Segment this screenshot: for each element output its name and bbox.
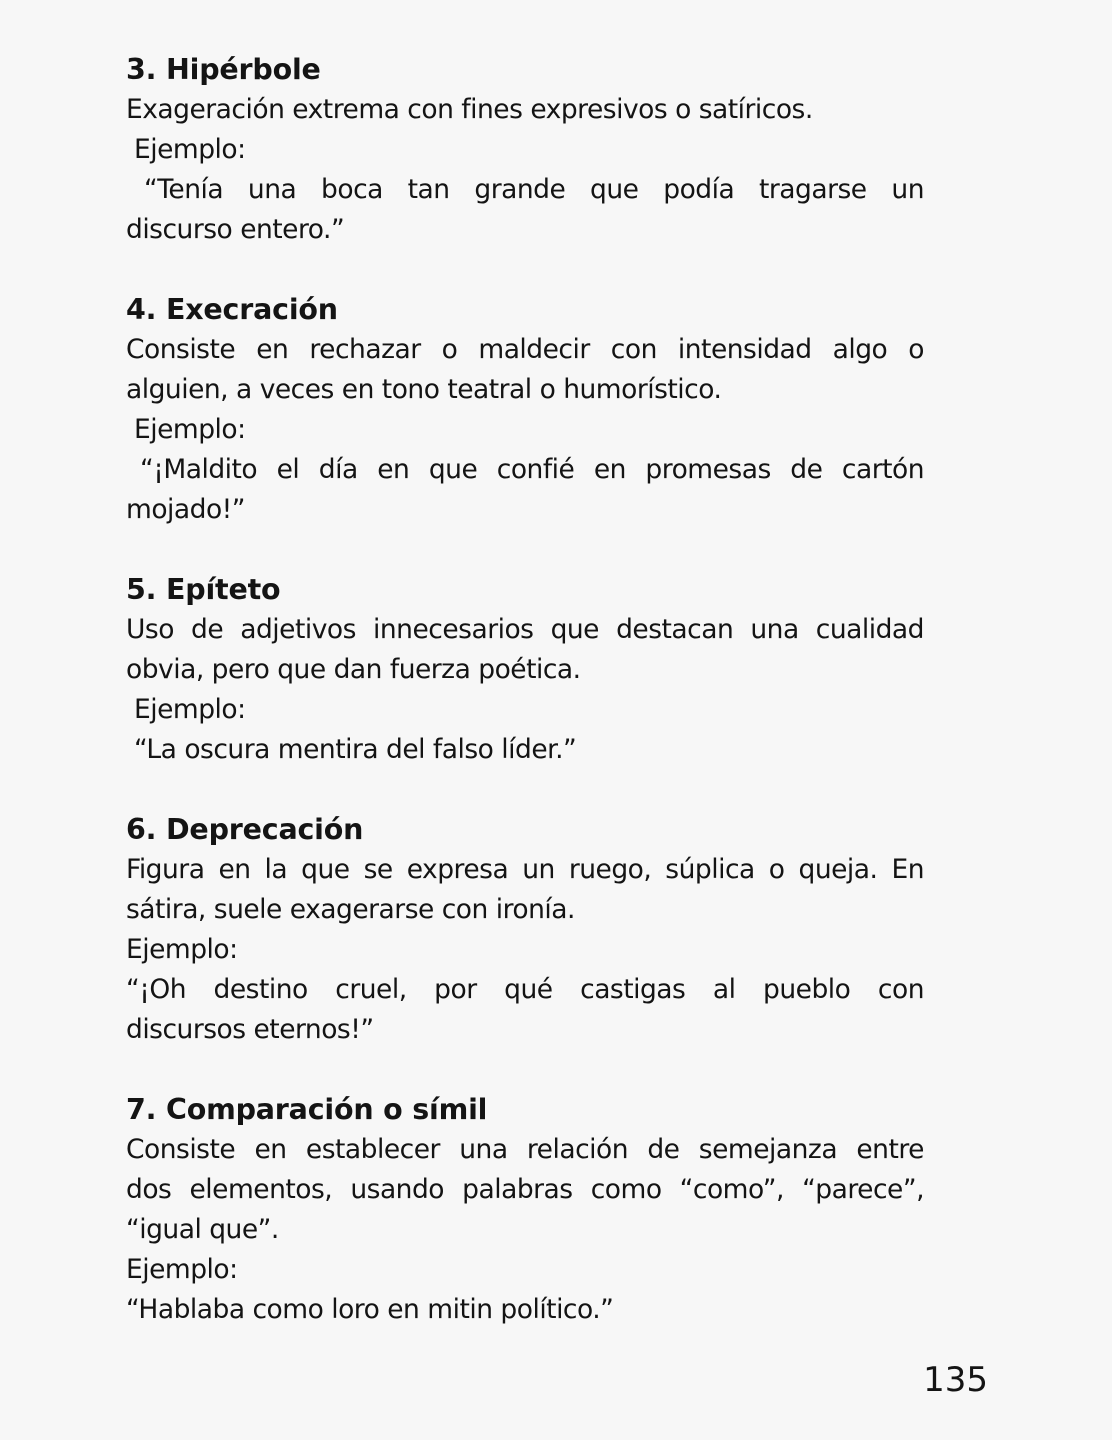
example-line: “La oscura mentira del falso líder.” [134, 734, 577, 765]
example-line: “¡Oh destino cruel, por qué castigas al pueblo con [126, 974, 924, 1005]
example-line: “Hablaba como loro en mitin político.” [126, 1294, 614, 1325]
example-line: mojado!” [126, 494, 246, 525]
definition-line: Figura en la que se expresa un ruego, súplica o queja. En [126, 854, 924, 885]
section-heading: 3. Hipérbole [126, 53, 321, 86]
section-hiperbole [126, 50, 924, 250]
definition-line: alguien, a veces en tono teatral o humorístico. [126, 374, 722, 405]
section-heading: 6. Deprecación [126, 813, 364, 846]
section-epiteto [126, 570, 924, 770]
example-line: “Tenía una boca tan grande que podía tragarse un [144, 174, 924, 205]
example-label: Ejemplo: [134, 134, 246, 165]
example-line: discursos eternos!” [126, 1014, 374, 1045]
section-heading: 7. Comparación o símil [126, 1093, 488, 1126]
page-body [126, 50, 924, 1370]
example-label: Ejemplo: [134, 694, 246, 725]
definition-line: Exageración extrema con fines expresivos o satíricos. [126, 94, 813, 125]
section-comparacion [126, 1090, 924, 1330]
example-line: “¡Maldito el día en que confié en promesas de cartón [140, 454, 924, 485]
definition-line: “igual que”. [126, 1214, 279, 1245]
example-label: Ejemplo: [126, 934, 238, 965]
definition-line: obvia, pero que dan fuerza poética. [126, 654, 581, 685]
example-label: Ejemplo: [134, 414, 246, 445]
example-line: discurso entero.” [126, 214, 345, 245]
definition-line: Consiste en establecer una relación de semejanza entre [126, 1134, 924, 1165]
page-number: 135 [923, 1360, 988, 1400]
section-heading: 4. Execración [126, 293, 338, 326]
section-heading: 5. Epíteto [126, 573, 281, 606]
definition-line: dos elementos, usando palabras como “como”, “parece”, [126, 1174, 924, 1205]
section-deprecacion [126, 810, 924, 1050]
definition-line: Uso de adjetivos innecesarios que destacan una cualidad [126, 614, 924, 645]
definition-line: Consiste en rechazar o maldecir con intensidad algo o [126, 334, 924, 365]
example-label: Ejemplo: [126, 1254, 238, 1285]
definition-line: sátira, suele exagerarse con ironía. [126, 894, 575, 925]
section-execracion [126, 290, 924, 530]
